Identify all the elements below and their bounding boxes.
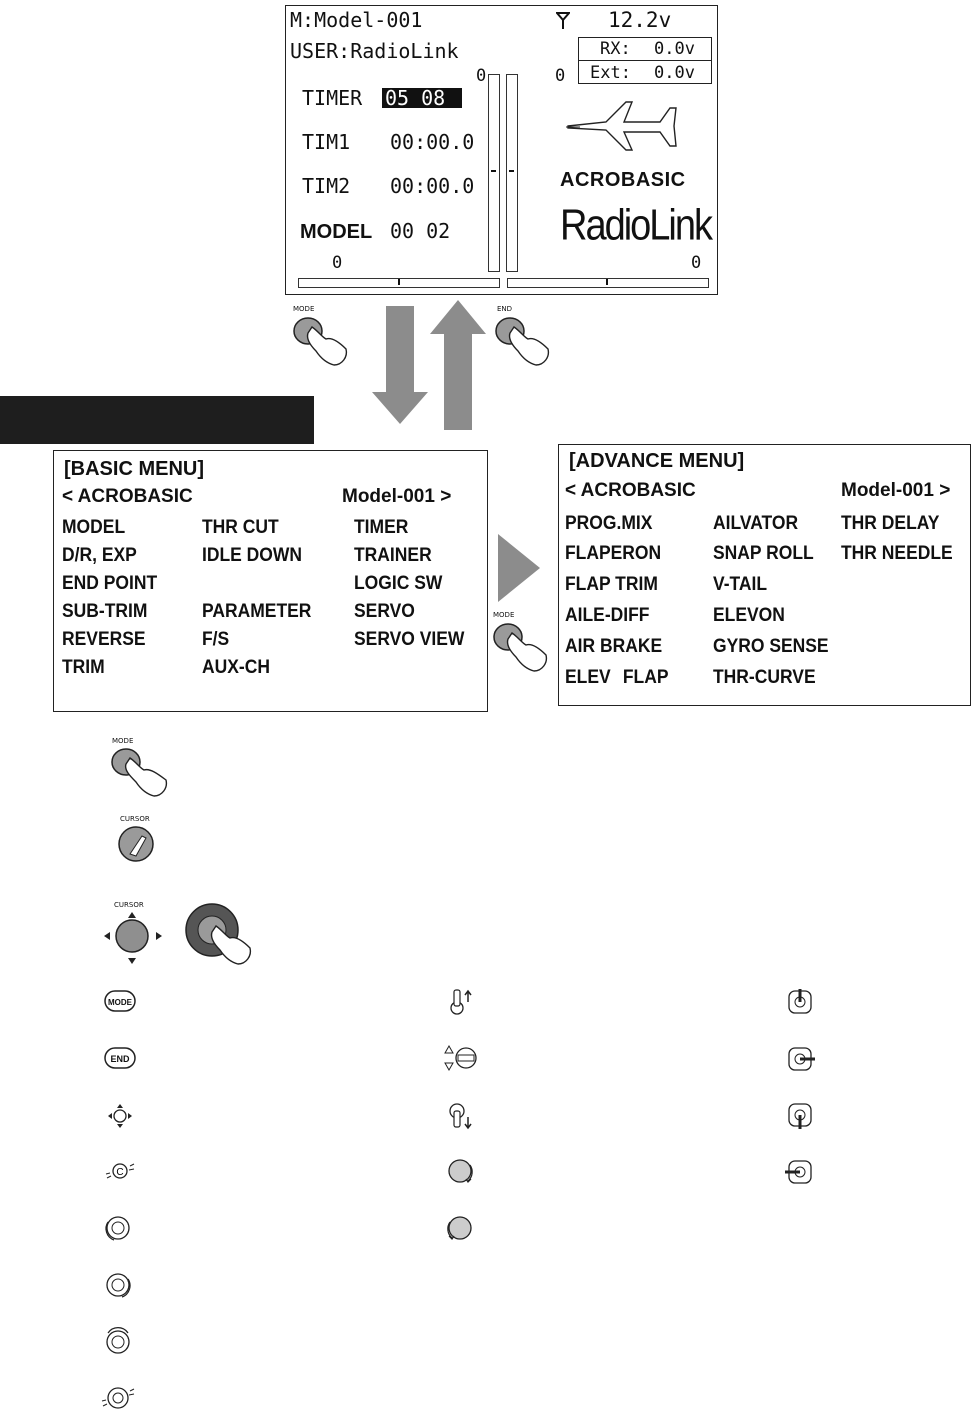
- stick-left-icon: [784, 1158, 814, 1186]
- menu-item-snap-roll[interactable]: SNAP ROLL: [713, 543, 814, 564]
- end-button-label: END: [497, 305, 513, 313]
- menu-item-gyro-sense[interactable]: GYRO SENSE: [713, 636, 829, 657]
- menu-item-air-brake[interactable]: AIR BRAKE: [565, 636, 663, 657]
- timer-label: TIMER: [302, 86, 363, 110]
- advance-menu-title: [ADVANCE MENU]: [569, 450, 745, 472]
- throttle-trim-bar: [488, 74, 500, 272]
- dial-turn-left-icon: [104, 1214, 132, 1242]
- menu-item-timer[interactable]: TIMER: [354, 517, 409, 538]
- dial-turn-right-icon: [104, 1271, 132, 1299]
- trim-bottom-right-value: 0: [691, 253, 702, 273]
- down-arrow-icon: [370, 306, 430, 426]
- menu-item-servo-view[interactable]: SERVO VIEW: [354, 629, 465, 650]
- menu-item-servo[interactable]: SERVO: [354, 601, 415, 622]
- rx-label: RX:: [600, 39, 631, 59]
- menu-item-parameter[interactable]: PARAMETER: [202, 601, 312, 622]
- menu-item-logic-sw[interactable]: LOGIC SW: [354, 573, 443, 594]
- menu-item-elev-flap[interactable]: ELEV FLAP: [565, 667, 669, 688]
- menu-item-v-tail[interactable]: V-TAIL: [713, 574, 768, 595]
- model-number: 00 02: [390, 219, 451, 243]
- switch-updown-icon: [442, 1044, 478, 1072]
- ext-label: Ext:: [590, 63, 631, 83]
- tim1-label: TIM1: [302, 130, 351, 154]
- model-label: MODEL: [300, 221, 373, 243]
- menu-item-thr-delay[interactable]: THR DELAY: [841, 513, 940, 534]
- voltage-value: 12.2v: [608, 8, 672, 32]
- tim2-label: TIM2: [302, 174, 351, 198]
- rx-value: 0.0v: [654, 39, 695, 59]
- menu-item-thr-cut[interactable]: THR CUT: [202, 517, 279, 538]
- stick-up-icon: [786, 988, 814, 1016]
- knob-right-icon: [446, 1157, 478, 1185]
- dial-turn-up-icon: [104, 1327, 132, 1355]
- svg-text:C: C: [116, 1167, 124, 1178]
- advance-menu-screen: [558, 444, 971, 706]
- advance-menu-next-nav[interactable]: Model-001 >: [841, 480, 951, 501]
- menu-item-sub-trim[interactable]: SUB-TRIM: [62, 601, 148, 622]
- model-name: M:Model-001: [290, 8, 423, 32]
- basic-menu-title: [BASIC MENU]: [64, 458, 204, 480]
- dial-press-icon: [100, 1383, 136, 1411]
- menu-item-end-point[interactable]: END POINT: [62, 573, 158, 594]
- svg-text:END: END: [110, 1054, 130, 1064]
- right-arrow-icon: [496, 534, 542, 602]
- up-arrow-icon: [428, 300, 488, 430]
- menu-item-flaperon[interactable]: FLAPERON: [565, 543, 662, 564]
- menu-item-thr-curve[interactable]: THR-CURVE: [713, 667, 816, 688]
- menu-item-trim[interactable]: TRIM: [62, 657, 105, 678]
- end-button[interactable]: [492, 313, 556, 367]
- timer-value[interactable]: 05 08: [382, 88, 462, 108]
- knob-left-icon: [442, 1214, 474, 1242]
- mode-button[interactable]: [290, 313, 354, 367]
- user-name: USER:RadioLink: [290, 39, 459, 63]
- menu-item-reverse[interactable]: REVERSE: [62, 629, 146, 650]
- menu-item-aile-diff[interactable]: AILE-DIFF: [565, 605, 650, 626]
- stick-down-icon: [786, 1101, 814, 1131]
- trim-top-left-value: 0: [476, 66, 487, 86]
- cursor-pad-label: CURSOR: [114, 901, 144, 909]
- menu-item-fs[interactable]: F/S: [202, 629, 230, 650]
- menu-item-dr-exp[interactable]: D/R, EXP: [62, 545, 137, 566]
- cursor-press-label: CURSOR: [120, 815, 150, 823]
- cursor-pad-icon: [100, 910, 166, 966]
- menu-item-thr-needle[interactable]: THR NEEDLE: [841, 543, 953, 564]
- basic-menu-next-nav[interactable]: Model-001 >: [342, 486, 452, 507]
- aileron-trim-bar: [507, 278, 709, 288]
- mode-button-label: MODE: [293, 305, 315, 313]
- menu-item-ailvator[interactable]: AILVATOR: [713, 513, 799, 534]
- brand-logo: RadioLink: [560, 201, 711, 250]
- menu-item-flap-trim[interactable]: FLAP TRIM: [565, 574, 658, 595]
- mode-press-icon: [108, 746, 174, 798]
- model-type-label: ACROBASIC: [560, 169, 686, 191]
- ext-value: 0.0v: [654, 63, 695, 83]
- menu-item-aux-ch[interactable]: AUX-CH: [202, 657, 270, 678]
- mode-button-advance[interactable]: [490, 619, 554, 673]
- antenna-icon: [556, 12, 570, 30]
- end-key-icon: [104, 1047, 136, 1069]
- cursor-press-icon: [104, 1158, 136, 1184]
- tim1-value: 00:00.0: [390, 130, 475, 154]
- section-header-bar: [0, 396, 314, 444]
- basic-menu-screen: [53, 450, 488, 712]
- trim-bottom-left-value: 0: [332, 253, 343, 273]
- basic-menu-prev-nav[interactable]: < ACROBASIC: [62, 486, 193, 507]
- mode-button-label-2: MODE: [493, 611, 515, 619]
- svg-text:MODE: MODE: [108, 998, 132, 1007]
- trim-top-right-value: 0: [555, 66, 566, 86]
- switch-down-icon: [446, 1101, 474, 1131]
- menu-item-model[interactable]: MODEL: [62, 517, 126, 538]
- tim2-value: 00:00.0: [390, 174, 475, 198]
- mode-key-icon: [104, 990, 136, 1012]
- mode-press-label: MODE: [112, 737, 134, 745]
- menu-item-elevon[interactable]: ELEVON: [713, 605, 785, 626]
- airplane-icon: [566, 98, 686, 154]
- elevator-trim-bar: [506, 74, 518, 272]
- switch-up-icon: [446, 988, 474, 1016]
- cursor-pad-small-icon: [107, 1103, 133, 1129]
- main-lcd-screen: [285, 5, 718, 295]
- advance-menu-prev-nav[interactable]: < ACROBASIC: [565, 480, 696, 501]
- menu-item-idle-down[interactable]: IDLE DOWN: [202, 545, 303, 566]
- menu-item-trainer[interactable]: TRAINER: [354, 545, 432, 566]
- stick-right-icon: [786, 1045, 816, 1073]
- cursor-dial-press-icon: [116, 824, 160, 864]
- menu-item-prog-mix[interactable]: PROG.MIX: [565, 513, 653, 534]
- dial-turn-icon: [184, 900, 256, 966]
